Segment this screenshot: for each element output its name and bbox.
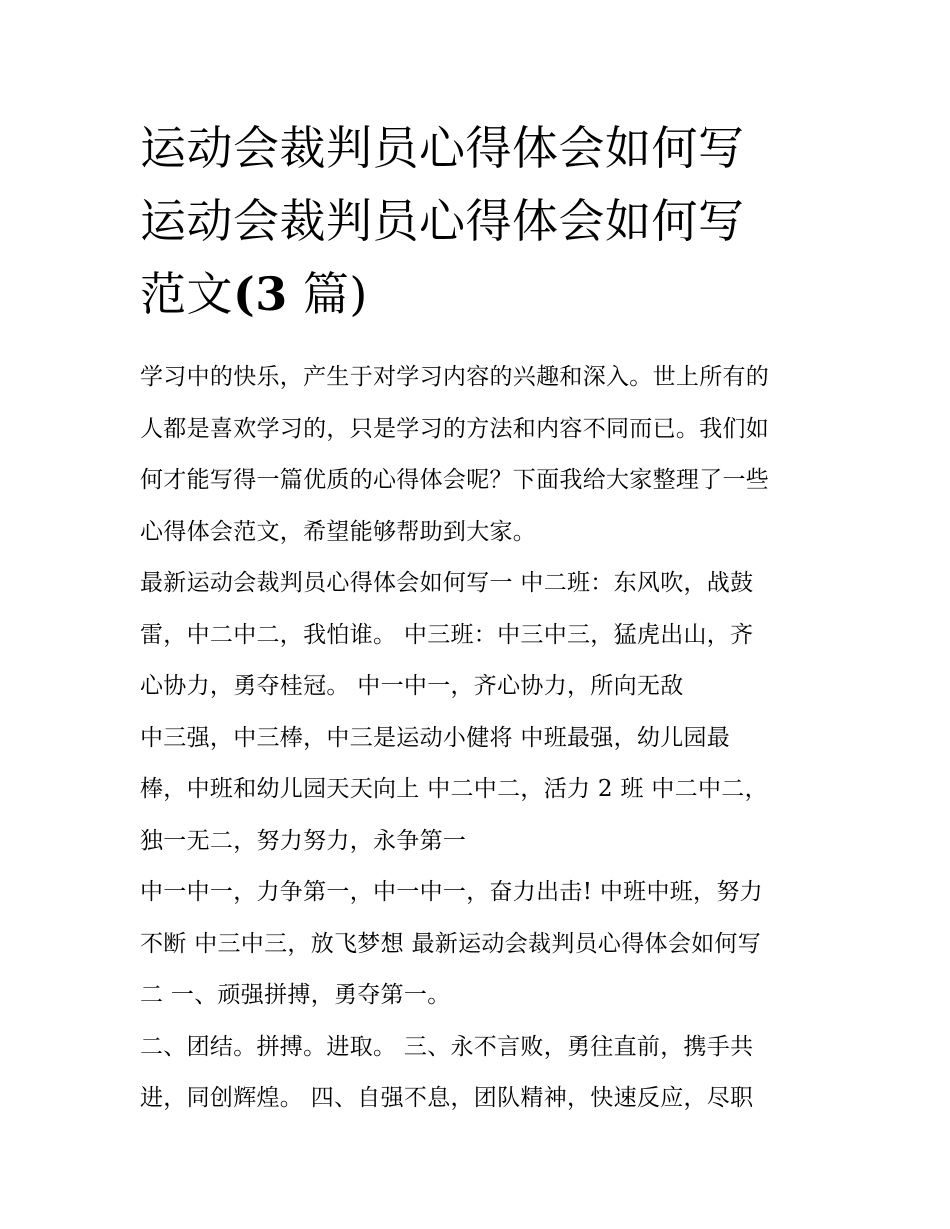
document-title bbox=[140, 112, 820, 331]
text-line: 心协力，勇夺桂冠。 中一中一，齐心协力，所向无敌 bbox=[140, 673, 684, 699]
title-text: 范文 bbox=[140, 267, 233, 321]
text-line: 二 一、顽强拼搏，勇夺第一。 bbox=[140, 982, 451, 1008]
text-line: 最新运动会裁判员心得体会如何写一 中二班：东风吹，战鼓 bbox=[140, 570, 754, 596]
title-count: (3 bbox=[233, 267, 288, 321]
title-line: 运动会裁判员心得体会如何写 bbox=[140, 194, 745, 248]
text-line: 中三强，中三棒，中三是运动小健将 中班最强，幼儿园最 bbox=[140, 724, 731, 751]
title-line bbox=[140, 258, 820, 331]
text-line: 何才能写得一篇优质的心得体会呢？下面我给大家整理了一些 bbox=[140, 467, 770, 493]
text-line: 不断 中三中三，放飞梦想 最新运动会裁判员心得体会如何写 bbox=[140, 930, 762, 957]
text-line: 中一中一，力争第一，中一中一，奋力出击! 中班中班，努力 bbox=[140, 879, 763, 905]
text-line: 心得体会范文，希望能够帮助到大家。 bbox=[140, 518, 537, 545]
text-line: 进，同创辉煌。 四、自强不息，团队精神，快速反应，尽职 bbox=[140, 1085, 754, 1111]
paragraph-slogans-4 bbox=[140, 1022, 830, 1125]
paragraph-slogans-2 bbox=[140, 713, 830, 868]
title-line: 运动会裁判员心得体会如何写 bbox=[140, 121, 745, 175]
text-line: 二、团结。拼搏。进取。 三、永不言败，勇往直前，携手共 bbox=[140, 1033, 754, 1060]
text-line: 人都是喜欢学习的，只是学习的方法和内容不同而已。我们如 bbox=[140, 415, 770, 442]
paragraph-intro bbox=[140, 352, 830, 558]
text-line: 独一无二，努力努力，永争第一 bbox=[140, 827, 467, 854]
document-body bbox=[140, 352, 830, 1125]
text-line: 雷，中二中二，我怕谁。 中三班：中三中三，猛虎出山，齐 bbox=[140, 621, 754, 648]
text-line: 棒，中班和幼儿园天天向上 中二中二，活力 2 班 中二中二， bbox=[140, 776, 768, 802]
paragraph-slogans-1 bbox=[140, 558, 830, 713]
text-line: 学习中的快乐，产生于对学习内容的兴趣和深入。世上所有的 bbox=[140, 364, 770, 390]
title-unit: 篇) bbox=[302, 267, 368, 321]
paragraph-slogans-3 bbox=[140, 867, 830, 1022]
